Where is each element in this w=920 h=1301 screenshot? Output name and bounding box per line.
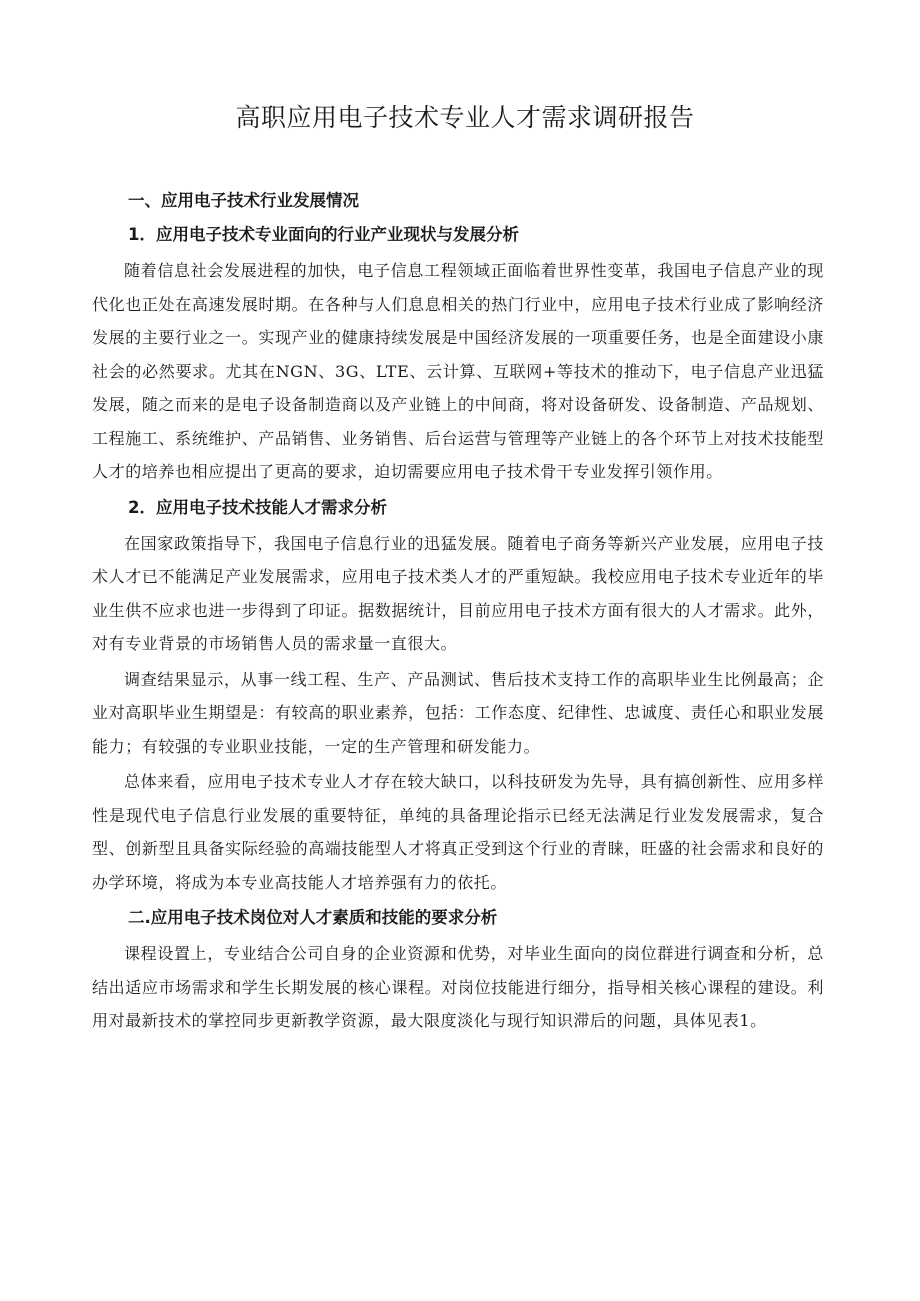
section-2-heading: 二.应用电子技术岗位对人才素质和技能的要求分析 xyxy=(128,908,498,927)
subsection-1-paragraph-1: 随着信息社会发展进程的加快，电子信息工程领域正面临着世界性变革，我国电子信息产业的现代化也正处在高速发展时期。在各种与人们息息相关的热门行业中，应用电子技术行业成了影响经济发展的主要行业之一。实现产业的健康持续发展是中国经济发展的一项重要任务，也是全面建设小康社会的必然要求。尤其在NGN、3G、LTE、云计算、互联网+等技术的推动下，电子信息产业迅猛发展，随之而来的是电子设备制造商以及产业链上的中间商，将对设备研发、设备制造、产品规划、工程施工、系统维护、产品销售、业务销售、后台运营与管理等产业链上的各个环节上对技术技能型人才的培养也相应提出了更高的要求，迫切需要应用电子技术骨干专业发挥引领作用。 xyxy=(92,261,824,481)
section-1-heading: 一、应用电子技术行业发展情况 xyxy=(128,191,359,210)
document-title: 高职应用电子技术专业人才需求调研报告 xyxy=(235,103,695,132)
subsection-2-paragraph-3: 总体来看，应用电子技术专业人才存在较大缺口，以科技研发为先导，具有搞创新性、应用多样性是现代电子信息行业发展的重要特征，单纯的具备理论指示已经无法满足行业发发展需求，复合型、创新型且具备实际经验的高端技能型人才将真正受到这个行业的青睐，旺盛的社会需求和良好的办学环境，将成为本专业高技能人才培养强有力的依托。 xyxy=(92,772,824,892)
subsection-2-paragraph-2: 调查结果显示，从事一线工程、生产、产品测试、售后技术支持工作的高职毕业生比例最高；企业对高职毕业生期望是：有较高的职业素养，包括：工作态度、纪律性、忠诚度、责任心和职业发展能力；有较强的专业职业技能，一定的生产管理和研发能力。 xyxy=(92,669,824,756)
subsection-2-heading: 2．应用电子技术技能人才需求分析 xyxy=(128,497,387,517)
section-2-paragraph-1: 课程设置上，专业结合公司自身的企业资源和优势，对毕业生面向的岗位群进行调查和分析，总结出适应市场需求和学生长期发展的核心课程。对岗位技能进行细分，指导相关核心课程的建设。利用对最新技术的掌控同步更新教学资源，最大限度淡化与现行知识滞后的问题，具体见表1。 xyxy=(92,944,824,1030)
subsection-1-heading: 1．应用电子技术专业面向的行业产业现状与发展分析 xyxy=(128,225,519,244)
subsection-2-paragraph-1: 在国家政策指导下，我国电子信息行业的迅猛发展。随着电子商务等新兴产业发展，应用电子技术人才已不能满足产业发展需求，应用电子技术类人才的严重短缺。我校应用电子技术专业近年的毕业生供不应求也进一步得到了印证。据数据统计，目前应用电子技术方面有很大的人才需求。此外，对有专业背景的市场销售人员的需求量一直很大。 xyxy=(92,533,824,653)
